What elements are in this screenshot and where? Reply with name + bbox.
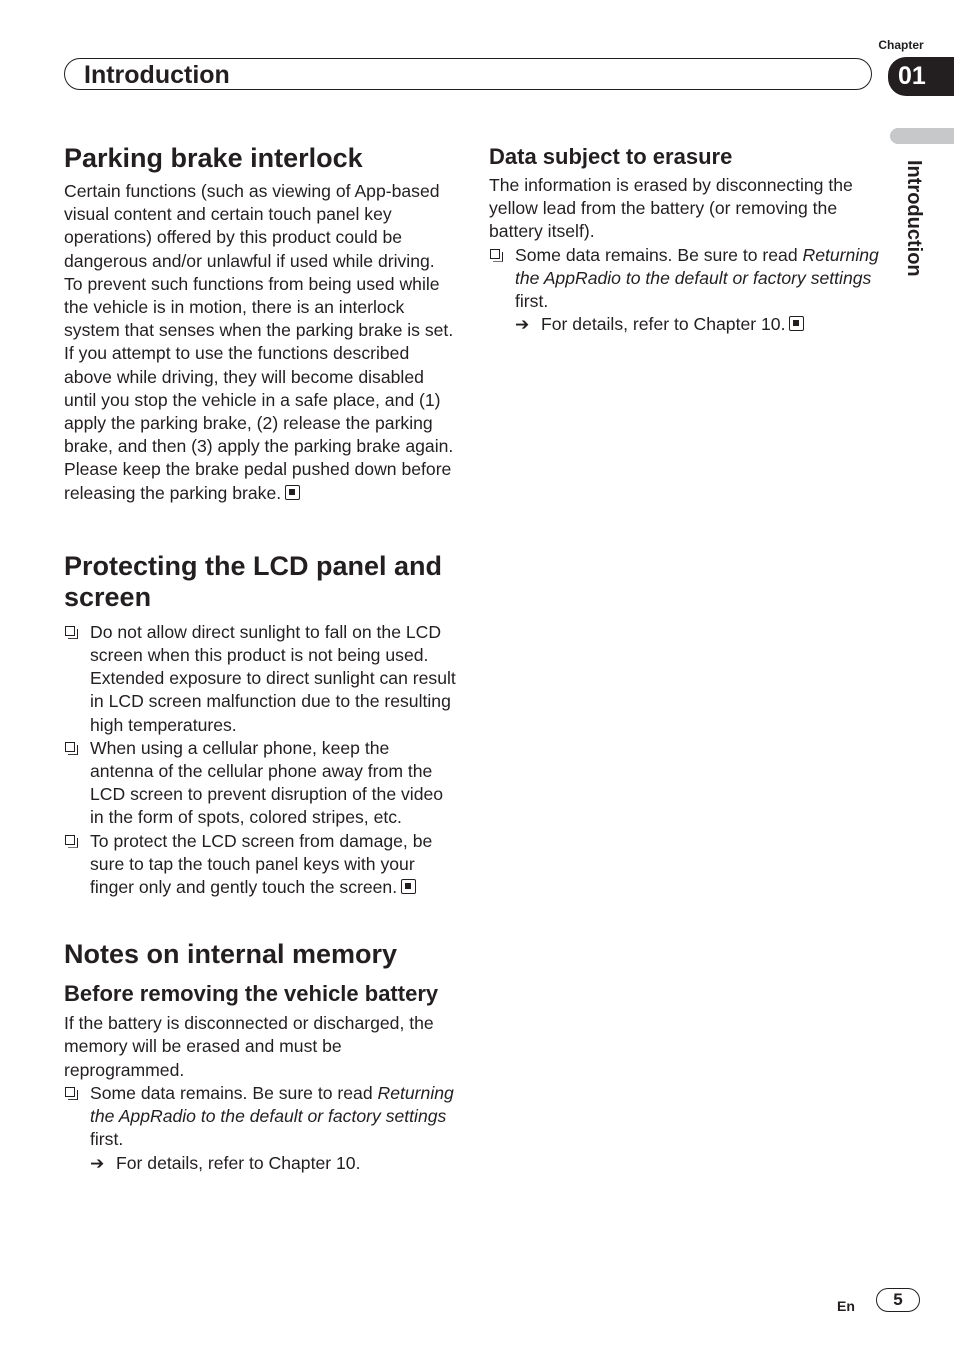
lcd-section xyxy=(64,551,456,899)
list-item xyxy=(64,737,456,830)
lcd-list xyxy=(64,621,456,899)
page-number: 5 xyxy=(876,1288,920,1312)
side-tab-label: Introduction xyxy=(903,160,925,277)
memory-section xyxy=(64,939,456,1174)
checkbox-bullet-icon xyxy=(65,626,75,636)
reference-arrow-icon: ➔ xyxy=(515,315,530,335)
memory-list xyxy=(64,1082,456,1152)
memory-body: If the battery is disconnected or discharged, the memory will be erased and must be reprogrammed. xyxy=(64,1013,434,1080)
checkbox-bullet-icon xyxy=(65,1087,75,1097)
memory-heading: Notes on internal memory xyxy=(64,939,398,970)
parking-brake-section xyxy=(64,143,456,505)
lcd-heading: Protecting the LCD panel and screen xyxy=(64,550,443,612)
reference-arrow-icon: ➔ xyxy=(90,1153,105,1173)
list-item xyxy=(64,1082,456,1152)
end-of-section-icon xyxy=(401,879,416,894)
parking-brake-body xyxy=(64,180,456,505)
lcd-item-text: To protect the LCD screen from damage, be sure to tap the touch panel keys with your finger only and gently touch the screen. xyxy=(90,830,433,898)
list-item xyxy=(64,621,456,737)
checkbox-bullet-icon xyxy=(65,835,75,845)
end-of-section-icon xyxy=(789,316,804,331)
parking-brake-heading: Parking brake interlock xyxy=(64,143,363,173)
section-header-title: Introduction xyxy=(84,61,230,89)
memory-subheading: Before removing the vehicle battery xyxy=(64,981,439,1007)
memory-item-reference: Returning the AppRadio to the default or factory settings xyxy=(90,1082,454,1127)
checkbox-bullet-icon xyxy=(490,249,500,259)
language-code: En xyxy=(837,1298,855,1314)
lcd-item-text: When using a cellular phone, keep the antenna of the cellular phone away from the LCD screen to prevent disruption of the video in the form of spots, colored stripes, etc. xyxy=(90,737,444,828)
parking-brake-text: Certain functions (such as viewing of App-based visual content and certain touch panel key operations) offered by this product could be dangerous and/or unlawful if used while driving. To prevent such functions from being used while the vehicle is in motion, there is an interlock system that senses when the parking brake is set. If you attempt to use the functions described above while driving, they will become disabled until you stop the vehicle in a safe place, and (1) apply the parking brake, (2) release the parking brake, and then (3) apply the parking brake again. Please keep the brake pedal pushed down before releasing the parking brake. xyxy=(64,181,454,503)
lcd-item-text: Do not allow direct sunlight to fall on the LCD screen when this product is not being used. Extended exposure to direct sunlight can result in LCD screen malfunction due to the resulting high temperatures. xyxy=(90,621,456,735)
checkbox-bullet-icon xyxy=(65,742,75,752)
side-tab-bar xyxy=(890,128,954,144)
erasure-sub-item xyxy=(489,313,879,336)
left-column xyxy=(64,140,456,1175)
chapter-number-badge: 01 xyxy=(888,57,954,96)
list-item xyxy=(64,830,456,900)
memory-sub-item-text: For details, refer to Chapter 10. xyxy=(116,1152,361,1173)
chapter-label: Chapter xyxy=(878,38,924,52)
erasure-body: The information is erased by disconnecting the yellow lead from the battery (or removing the battery itself). xyxy=(489,175,853,242)
erasure-item-text: Some data remains. Be sure to read xyxy=(515,244,803,265)
memory-item-text: Some data remains. Be sure to read xyxy=(90,1082,378,1103)
list-item xyxy=(489,244,879,314)
erasure-heading: Data subject to erasure xyxy=(489,144,733,169)
erasure-item-reference: Returning the AppRadio to the default or factory settings xyxy=(515,244,879,288)
erasure-list xyxy=(489,244,879,314)
erasure-item-suffix: first. xyxy=(515,291,549,312)
erasure-sub-item-text: For details, refer to Chapter 10. xyxy=(541,314,786,335)
erasure-section xyxy=(489,142,879,336)
end-of-section-icon xyxy=(285,485,300,500)
memory-sub-item xyxy=(64,1152,456,1175)
side-tab xyxy=(875,160,945,300)
right-column xyxy=(489,140,879,336)
memory-item-suffix: first. xyxy=(90,1129,124,1150)
